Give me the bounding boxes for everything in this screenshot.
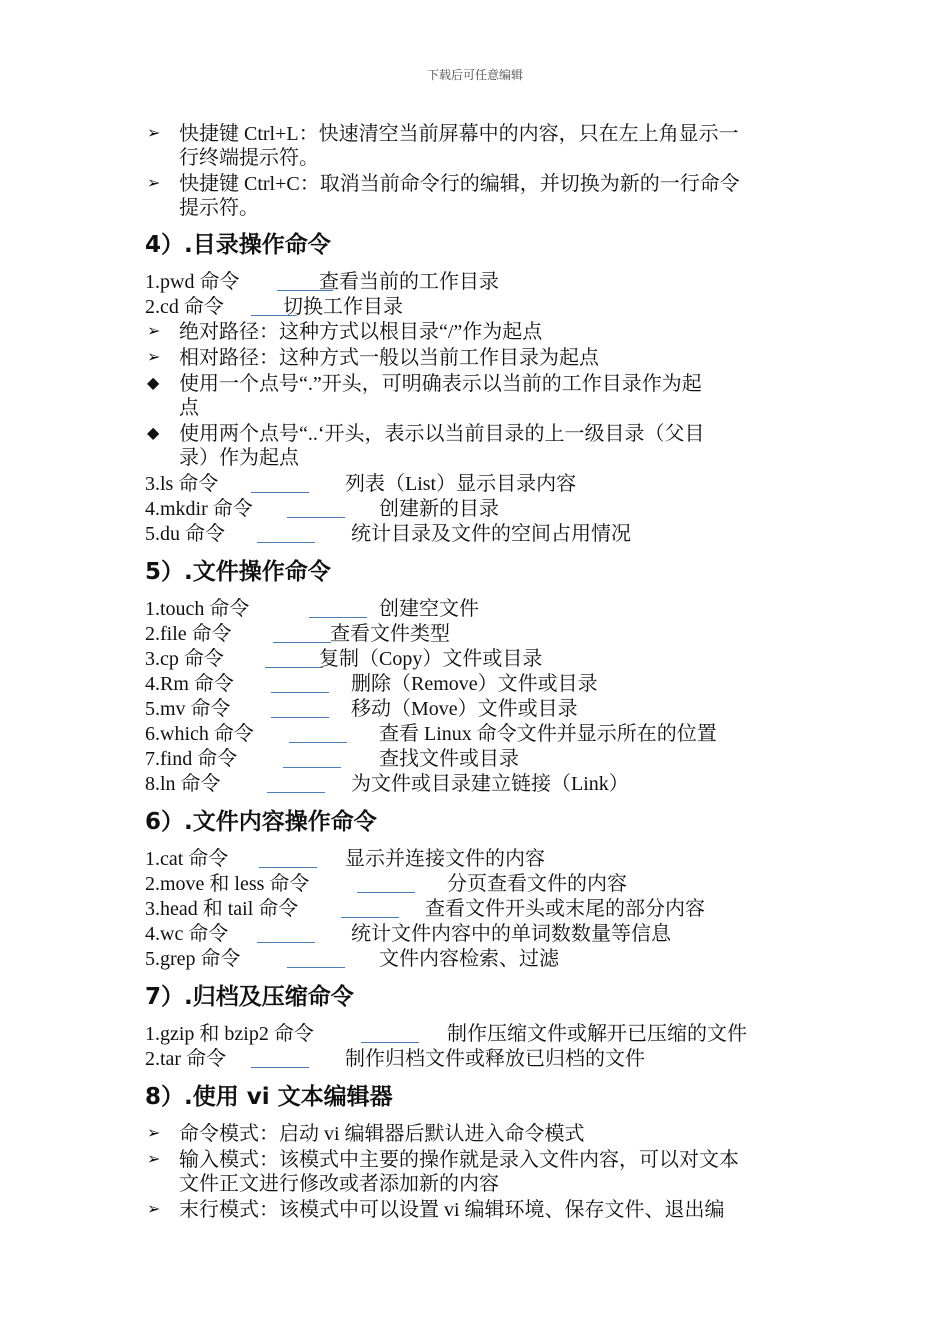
arrow-bullet-icon: ➢ [147,349,161,366]
command-desc: 统计文件内容中的单词数数量等信息 [351,923,671,945]
blank-underline [257,542,315,543]
command-row [145,1022,810,1047]
blank-underline [361,1042,419,1043]
command-desc: 查找文件或目录 [379,748,519,770]
bullet-line: 行终端提示符。 [179,147,319,169]
bullet-line: 录）作为起点 [179,447,299,469]
blank-underline [357,892,415,893]
blank-underline [251,1067,309,1068]
blank-underline [287,967,345,968]
command-row [145,522,810,547]
blank-underline [341,917,399,918]
command-desc: 列表（List）显示目录内容 [345,473,577,495]
blank-underline [271,692,329,693]
arrow-bullet-icon: ➢ [147,175,161,192]
command-desc: 创建空文件 [379,598,479,620]
command-name: 1.gzip 和 bzip2 命令 [145,1023,314,1045]
bullet-line: 命令模式：启动 vi 编辑器后默认进入命令模式 [179,1123,585,1145]
bullet-item [145,1198,810,1222]
command-name: 3.head 和 tail 命令 [145,898,299,920]
command-name: 7.find 命令 [145,748,238,770]
command-desc: 为文件或目录建立链接（Link） [351,773,629,795]
bullet-item [145,346,810,370]
command-desc: 切换工作目录 [283,296,403,318]
command-name: 4.mkdir 命令 [145,498,253,520]
blank-underline [257,942,315,943]
document-body [145,122,810,1224]
command-desc: 制作压缩文件或解开已压缩的文件 [447,1023,747,1045]
command-desc: 查看文件类型 [330,623,450,645]
command-desc: 文件内容检索、过滤 [379,948,559,970]
bullet-item [145,172,810,220]
command-name: 5.grep 命令 [145,948,241,970]
command-desc: 创建新的目录 [379,498,499,520]
bullet-item [145,1148,810,1196]
bullet-line: 末行模式：该模式中可以设置 vi 编辑环境、保存文件、退出编 [179,1199,725,1221]
command-row [145,497,810,522]
command-row [145,722,810,747]
command-row [145,872,810,897]
page-header: 下载后可任意编辑 [426,68,523,82]
blank-underline [283,767,341,768]
command-name: 1.cat 命令 [145,848,229,870]
command-row [145,295,810,320]
arrow-bullet-icon: ➢ [147,1201,161,1218]
command-name: 4.wc 命令 [145,923,229,945]
command-desc: 查看文件开头或末尾的部分内容 [425,898,705,920]
diamond-bullet-icon: ◆ [147,375,160,392]
command-name: 3.cp 命令 [145,648,224,670]
bullet-line: 绝对路径：这种方式以根目录“/”作为起点 [179,321,543,343]
bullet-item [145,122,810,170]
command-desc: 制作归档文件或释放已归档的文件 [345,1048,645,1070]
command-name: 8.ln 命令 [145,773,221,795]
command-row [145,697,810,722]
command-name: 5.du 命令 [145,523,225,545]
command-name: 2.cd 命令 [145,296,224,318]
blank-underline [271,717,329,718]
bullet-line: 快捷键 Ctrl+C：取消当前命令行的编辑，并切换为新的一行命令 [179,173,740,195]
blank-underline [259,867,317,868]
command-row [145,622,810,647]
diamond-bullet-icon: ◆ [147,425,160,442]
command-row [145,947,810,972]
command-desc: 删除（Remove）文件或目录 [351,673,598,695]
blank-underline [287,517,345,518]
command-desc: 查看当前的工作目录 [319,271,499,293]
command-row [145,897,810,922]
section-heading: 6）.文件内容操作命令 [145,809,377,835]
command-row [145,597,810,622]
bullet-item [145,372,810,420]
blank-underline [265,667,323,668]
command-name: 1.touch 命令 [145,598,250,620]
command-row [145,772,810,797]
blank-underline [267,792,325,793]
blank-underline [309,617,367,618]
command-name: 2.tar 命令 [145,1048,227,1070]
blank-underline [251,492,309,493]
bullet-line: 相对路径：这种方式一般以当前工作目录为起点 [179,347,599,369]
bullet-line: 使用两个点号“..‘开头，表示以当前目录的上一级目录（父目 [179,423,705,445]
blank-underline [289,742,347,743]
command-row [145,472,810,497]
command-row [145,647,810,672]
bullet-line: 输入模式：该模式中主要的操作就是录入文件内容，可以对文本 [179,1149,739,1171]
command-row [145,1047,810,1072]
command-row [145,847,810,872]
section-heading: 5）.文件操作命令 [145,559,331,585]
command-name: 1.pwd 命令 [145,271,240,293]
arrow-bullet-icon: ➢ [147,323,161,340]
arrow-bullet-icon: ➢ [147,125,161,142]
bullet-line: 提示符。 [179,197,259,219]
bullet-line: 文件正文进行修改或者添加新的内容 [179,1173,499,1195]
bullet-line: 使用一个点号“.”开头，可明确表示以当前的工作目录作为起 [179,373,702,395]
bullet-item [145,1122,810,1146]
command-name: 6.which 命令 [145,723,254,745]
command-name: 2.move 和 less 命令 [145,873,310,895]
section-heading: 7）.归档及压缩命令 [145,984,354,1010]
command-desc: 查看 Linux 命令文件并显示所在的位置 [379,723,717,745]
bullet-item [145,320,810,344]
command-row [145,922,810,947]
command-desc: 分页查看文件的内容 [447,873,627,895]
arrow-bullet-icon: ➢ [147,1151,161,1168]
command-row [145,270,810,295]
bullet-item [145,422,810,470]
command-desc: 显示并连接文件的内容 [345,848,545,870]
command-name: 3.ls 命令 [145,473,219,495]
section-heading: 4）.目录操作命令 [145,232,331,258]
command-row [145,672,810,697]
command-desc: 移动（Move）文件或目录 [351,698,578,720]
command-desc: 复制（Copy）文件或目录 [319,648,543,670]
command-row [145,747,810,772]
blank-underline [273,642,331,643]
arrow-bullet-icon: ➢ [147,1125,161,1142]
bullet-line: 点 [179,397,199,419]
command-name: 4.Rm 命令 [145,673,234,695]
bullet-line: 快捷键 Ctrl+L：快速清空当前屏幕中的内容，只在左上角显示一 [179,123,739,145]
command-desc: 统计目录及文件的空间占用情况 [351,523,631,545]
command-name: 2.file 命令 [145,623,232,645]
section-heading: 8）.使用 vi 文本编辑器 [145,1084,393,1110]
command-name: 5.mv 命令 [145,698,231,720]
